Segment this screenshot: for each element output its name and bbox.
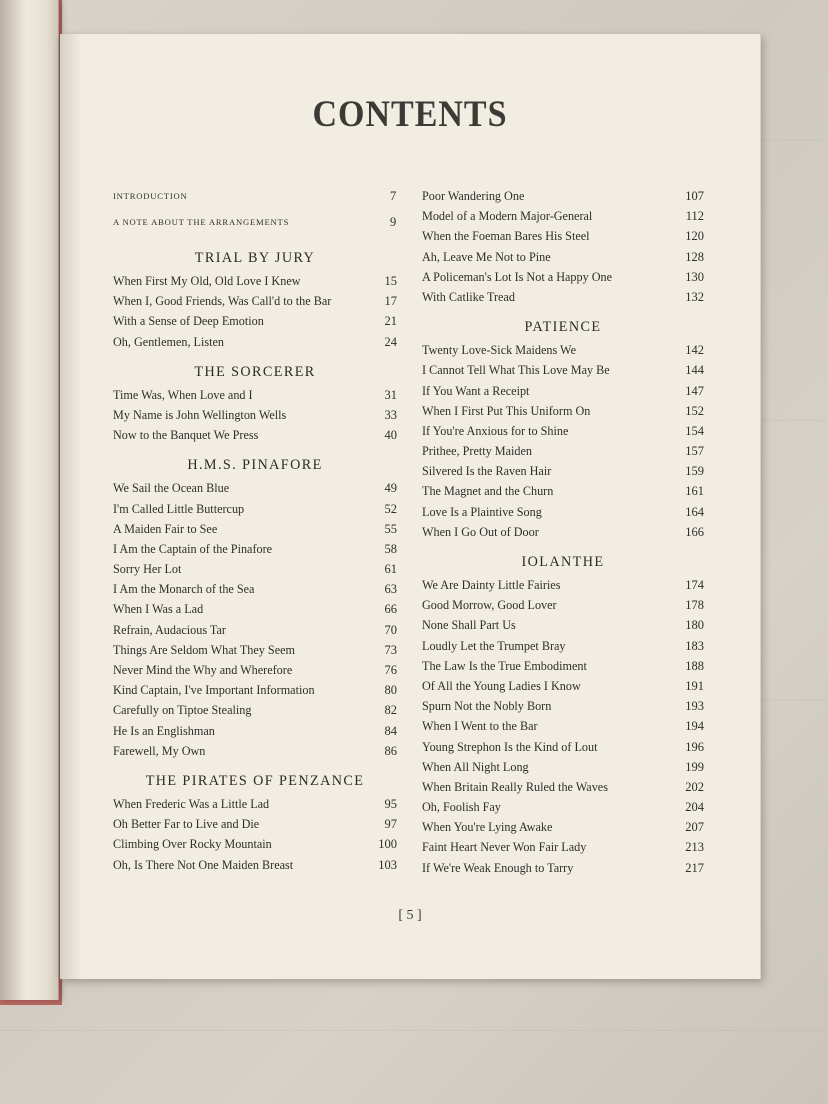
section-heading: H.M.S. PINAFORE (187, 457, 323, 474)
contents-entry (113, 519, 397, 539)
entry-title: We Are Dainty Little Fairies (422, 578, 561, 592)
entry-title: If We're Weak Enough to Tarry (422, 860, 574, 875)
entry-title: When I, Good Friends, Was Call'd to the Bar (113, 294, 332, 309)
entry-title: When Frederic Was a Little Lad (113, 796, 270, 811)
entry-title: A NOTE ABOUT THE ARRANGEMENTS (113, 217, 290, 227)
entry-page-number: 100 (378, 837, 397, 852)
entry-page-number: 55 (384, 521, 397, 536)
contents-entry (113, 499, 397, 519)
contents-entry (422, 757, 704, 777)
contents-entry (113, 741, 397, 761)
contents-entry (422, 401, 704, 421)
contents-entry (422, 287, 704, 307)
entry-title: Oh Better Far to Live and Die (113, 817, 260, 832)
entry-title: Climbing Over Rocky Mountain (113, 837, 272, 852)
contents-entry (113, 271, 397, 291)
entry-page-number: 80 (384, 683, 397, 698)
contents-entry (113, 291, 397, 311)
entry-title: When First My Old, Old Love I Knew (113, 274, 301, 288)
entry-title: Oh, Foolish Fay (422, 800, 501, 815)
contents-entry (113, 559, 397, 579)
contents-entry (422, 267, 704, 287)
entry-page-number: 166 (685, 524, 704, 539)
entry-page-number: 174 (685, 578, 704, 592)
entry-title: Farewell, My Own (113, 743, 206, 758)
entry-title: Ah, Leave Me Not to Pine (422, 249, 551, 264)
contents-right-column (422, 186, 704, 878)
contents-entry (422, 777, 704, 797)
entry-page-number: 154 (685, 423, 704, 438)
entry-title: With a Sense of Deep Emotion (113, 314, 264, 329)
contents-entry (422, 360, 704, 380)
contents-entry (113, 385, 397, 405)
entry-title: Now to the Banquet We Press (113, 428, 259, 443)
contents-entry (113, 332, 397, 352)
entry-page-number: 199 (685, 759, 704, 774)
entry-page-number: 84 (384, 723, 397, 738)
contents-entry (113, 405, 397, 425)
entry-page-number: 130 (685, 269, 704, 284)
contents-entry (113, 721, 397, 741)
entry-title: I'm Called Little Buttercup (113, 501, 245, 516)
entry-title: Oh, Is There Not One Maiden Breast (113, 857, 294, 872)
contents-entry (422, 595, 704, 615)
entry-page-number: 183 (685, 638, 704, 653)
entry-title: Sorry Her Lot (113, 562, 182, 577)
entry-page-number: 128 (685, 249, 704, 264)
contents-entry (422, 636, 704, 656)
contents-entry (422, 837, 704, 857)
contents-entry (422, 522, 704, 542)
contents-entry (113, 311, 397, 331)
entry-page-number: 144 (685, 363, 704, 378)
entry-title: When You're Lying Awake (422, 820, 553, 835)
entry-title: I Cannot Tell What This Love May Be (422, 363, 610, 378)
entry-title: Never Mind the Why and Wherefore (113, 663, 293, 677)
entry-title: Refrain, Audacious Tar (113, 622, 226, 637)
entry-page-number: 86 (384, 743, 397, 758)
entry-title: When I Was a Lad (113, 602, 204, 617)
section-heading: THE PIRATES OF PENZANCE (145, 772, 365, 789)
entry-title: When the Foeman Bares His Steel (422, 229, 590, 244)
contents-entry (113, 640, 397, 660)
entry-title: Twenty Love-Sick Maidens We (422, 343, 576, 358)
section-heading: THE SORCERER (194, 363, 316, 380)
entry-page-number: 188 (685, 658, 704, 673)
contents-entry (113, 539, 397, 559)
contents-left-column (113, 186, 397, 875)
entry-page-number: 70 (384, 622, 397, 637)
entry-title: When I Go Out of Door (422, 524, 539, 539)
entry-page-number: 194 (685, 719, 704, 734)
entry-page-number: 52 (384, 501, 397, 516)
entry-page-number: 213 (685, 840, 704, 855)
entry-title: Model of a Modern Major-General (422, 209, 593, 224)
entry-title: When All Night Long (422, 759, 529, 774)
contents-entry (422, 676, 704, 696)
contents-entry (113, 794, 397, 814)
entry-title: Kind Captain, I've Important Information (113, 683, 315, 698)
entry-page-number: 95 (384, 796, 397, 811)
contents-entry (422, 615, 704, 635)
entry-title: If You Want a Receipt (422, 383, 530, 398)
contents-entry (422, 461, 704, 481)
entry-title: Carefully on Tiptoe Stealing (113, 703, 252, 718)
entry-title: Poor Wandering One (422, 189, 525, 203)
entry-title: Of All the Young Ladies I Know (422, 678, 581, 693)
entry-page-number: 159 (685, 464, 704, 479)
entry-page-number: 61 (384, 562, 397, 577)
entry-page-number: 120 (685, 229, 704, 244)
contents-entry (422, 381, 704, 401)
contents-entry (113, 579, 397, 599)
entry-page-number: 7 (389, 189, 397, 203)
contents-entry (113, 478, 397, 498)
entry-page-number: 17 (384, 294, 397, 309)
facing-page-edge (0, 0, 59, 1000)
entry-page-number: 73 (384, 642, 397, 657)
contents-entry (422, 441, 704, 461)
entry-title: Faint Heart Never Won Fair Lady (422, 840, 587, 855)
entry-title: We Sail the Ocean Blue (113, 481, 230, 496)
entry-title: Things Are Seldom What They Seem (113, 642, 295, 657)
entry-page-number: 112 (685, 209, 704, 224)
section-heading: IOLANTHE (521, 554, 605, 570)
entry-page-number: 9 (389, 215, 397, 229)
contents-entry (422, 797, 704, 817)
contents-entry (113, 700, 397, 720)
contents-entry (113, 834, 397, 854)
contents-entry (422, 716, 704, 736)
section-heading: PATIENCE (524, 319, 602, 336)
entry-title: My Name is John Wellington Wells (113, 407, 287, 422)
contents-entry (422, 421, 704, 441)
entry-page-number: 58 (384, 541, 397, 556)
entry-title: With Catlike Tread (422, 289, 515, 304)
contents-entry (113, 425, 397, 445)
entry-page-number: 180 (685, 618, 704, 633)
entry-page-number: 164 (685, 504, 704, 519)
entry-title: If You're Anxious for to Shine (422, 423, 569, 438)
entry-title: The Law Is the True Embodiment (422, 658, 587, 673)
entry-page-number: 142 (685, 343, 704, 358)
entry-title: Oh, Gentlemen, Listen (113, 334, 225, 349)
entry-title: Young Strephon Is the Kind of Lout (422, 739, 598, 754)
page-title: CONTENTS (312, 94, 508, 135)
entry-page-number: 207 (685, 820, 704, 835)
entry-page-number: 40 (384, 428, 397, 443)
contents-entry (422, 481, 704, 501)
entry-title: When I First Put This Uniform On (422, 403, 591, 418)
entry-page-number: 33 (384, 407, 397, 422)
contents-entry (113, 814, 397, 834)
contents-entry (422, 226, 704, 246)
entry-page-number: 202 (685, 779, 704, 794)
entry-title: When I Went to the Bar (422, 719, 538, 734)
entry-title: I Am the Monarch of the Sea (113, 582, 255, 597)
entry-title: Loudly Let the Trumpet Bray (422, 638, 566, 653)
contents-entry (113, 680, 397, 700)
contents-entry (422, 575, 704, 595)
entry-title: He Is an Englishman (113, 723, 215, 738)
entry-title: Love Is a Plaintive Song (422, 504, 542, 519)
entry-page-number: 152 (685, 403, 704, 418)
entry-page-number: 82 (384, 703, 397, 718)
contents-entry (422, 817, 704, 837)
entry-title: I Am the Captain of the Pinafore (113, 541, 273, 556)
entry-page-number: 49 (384, 481, 397, 496)
entry-page-number: 196 (685, 739, 704, 754)
entry-page-number: 193 (685, 699, 704, 714)
front-matter-entry (113, 212, 397, 238)
entry-page-number: 107 (685, 189, 704, 203)
page-number: [ 5 ] (398, 908, 422, 923)
entry-page-number: 217 (685, 860, 704, 875)
entry-title: None Shall Part Us (422, 618, 516, 633)
entry-page-number: 66 (384, 602, 397, 617)
contents-entry (113, 620, 397, 640)
contents-entry (422, 696, 704, 716)
contents-entry (113, 855, 397, 875)
section-heading: TRIAL BY JURY (194, 250, 316, 266)
contents-entry (113, 660, 397, 680)
entry-title: Good Morrow, Good Lover (422, 598, 557, 613)
contents-entry (422, 502, 704, 522)
contents-entry (422, 737, 704, 757)
entry-title: Silvered Is the Raven Hair (422, 464, 552, 479)
entry-page-number: 178 (685, 598, 704, 613)
entry-page-number: 97 (384, 817, 397, 832)
entry-page-number: 132 (685, 289, 704, 304)
entry-page-number: 191 (685, 678, 704, 693)
entry-page-number: 15 (384, 274, 397, 288)
entry-title: Time Was, When Love and I (113, 387, 253, 402)
contents-entry (422, 656, 704, 676)
entry-page-number: 103 (378, 857, 397, 872)
entry-page-number: 76 (384, 663, 397, 677)
entry-page-number: 161 (685, 484, 704, 499)
entry-title: A Policeman's Lot Is Not a Happy One (422, 269, 613, 284)
contents-entry (422, 206, 704, 226)
entry-title: The Magnet and the Churn (422, 484, 554, 499)
entry-page-number: 21 (384, 314, 397, 329)
contents-entry (422, 186, 704, 206)
entry-page-number: 204 (685, 800, 704, 815)
entry-page-number: 157 (685, 444, 704, 459)
entry-title: A Maiden Fair to See (113, 521, 218, 536)
entry-page-number: 31 (384, 387, 397, 402)
entry-page-number: 24 (384, 334, 397, 349)
entry-page-number: 147 (685, 383, 704, 398)
front-matter-entry (113, 186, 397, 212)
contents-entry (422, 858, 704, 878)
entry-title: Spurn Not the Nobly Born (422, 699, 552, 714)
entry-title: When Britain Really Ruled the Waves (422, 779, 608, 794)
entry-title: Prithee, Pretty Maiden (422, 444, 533, 459)
contents-entry (113, 599, 397, 619)
entry-page-number: 63 (384, 582, 397, 597)
contents-entry (422, 340, 704, 360)
contents-entry (422, 247, 704, 267)
entry-title: INTRODUCTION (113, 191, 188, 201)
